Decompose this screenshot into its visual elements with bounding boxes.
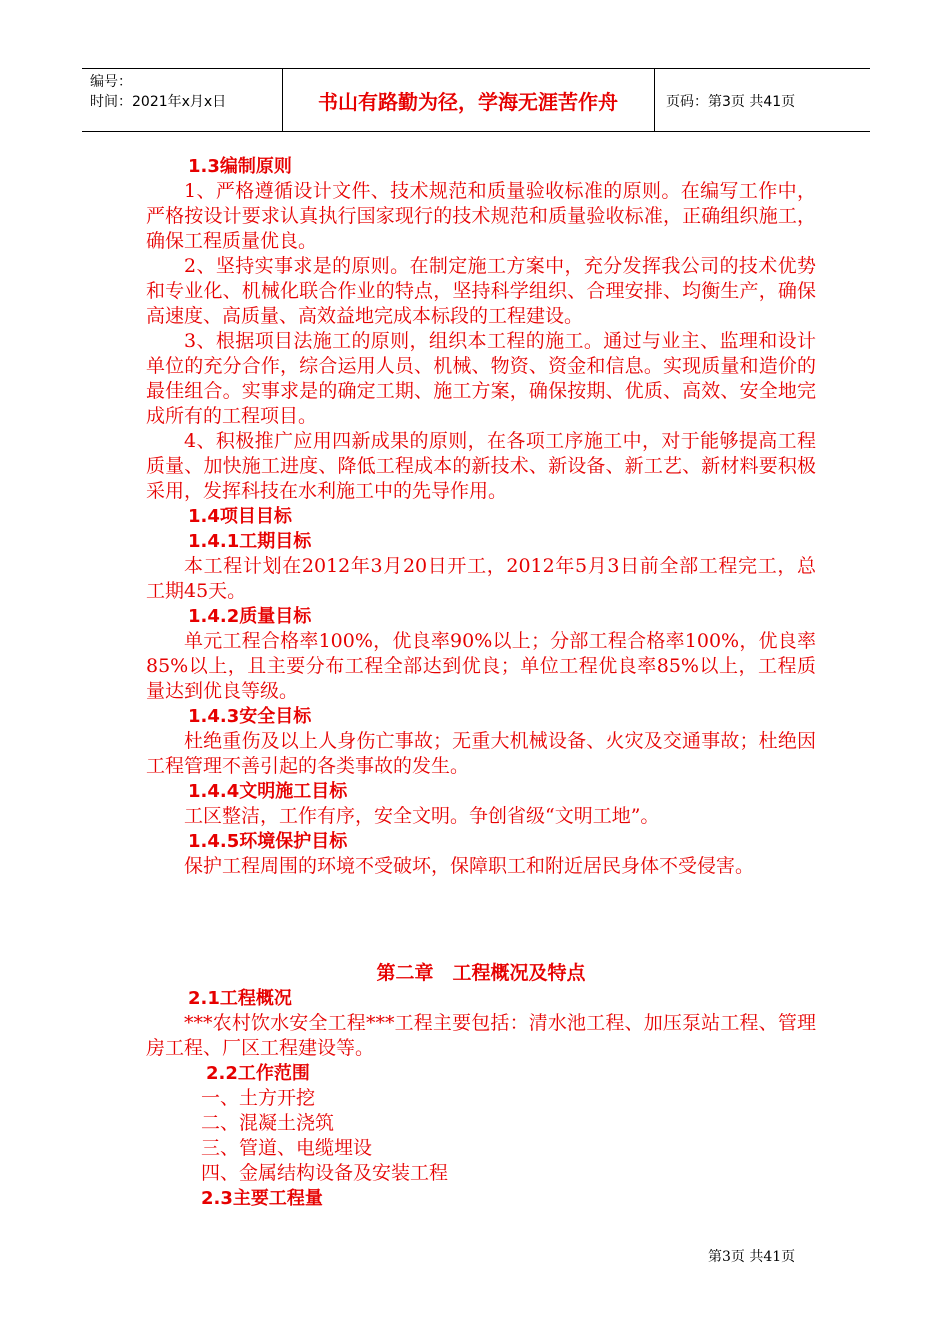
heading-2-2: 2.2工作范围 <box>206 1063 310 1084</box>
paragraph: 杜绝重伤及以上人身伤亡事故；无重大机械设备、火灾及交通事故；杜绝因工程管理不善引起的各类事故的发生。 <box>146 730 816 777</box>
heading-1-4-1: 1.4.1工期目标 <box>188 531 312 552</box>
footer-page-number: 第3页 共41页 <box>708 1249 796 1265</box>
paragraph: 3、根据项目法施工的原则，组织本工程的施工。通过与业主、监理和设计单位的充分合作，综合运用人员、机械、物资、资金和信息。实现质量和造价的最佳组合。实事求是的确定工期、施工方案，确保按期、优质、高效、安全地完成所有的工程项目。 <box>146 330 816 427</box>
heading-2-1: 2.1工程概况 <box>188 988 292 1009</box>
date-label: 时间：2021年x月x日 <box>90 94 227 110</box>
header-info-cell <box>82 69 283 131</box>
paragraph: 工区整洁，工作有序，安全文明。争创省级“文明工地”。 <box>184 805 660 827</box>
paragraph: 2、坚持实事求是的原则。在制定施工方案中，充分发挥我公司的技术优势和专业化、机械化联合作业的特点，坚持科学组织、合理安排、均衡生产，确保高速度、高质量、高效益地完成本标段的工程建设。 <box>146 255 816 327</box>
paragraph: ***农村饮水安全工程***工程主要包括：清水池工程、加压泵站工程、管理房工程、厂区工程建设等。 <box>146 1012 816 1059</box>
paragraph: 本工程计划在2012年3月20日开工，2012年5月3日前全部工程完工，总工期45天。 <box>146 555 816 602</box>
heading-2-3: 2.3主要工程量 <box>201 1188 323 1209</box>
header-motto-cell <box>282 69 655 131</box>
list-item: 三、管道、电缆埋设 <box>201 1137 373 1159</box>
paragraph: 保护工程周围的环境不受破坏，保障职工和附近居民身体不受侵害。 <box>184 855 755 877</box>
list-item: 二、混凝土浇筑 <box>201 1112 335 1134</box>
heading-1-3: 1.3编制原则 <box>188 156 292 177</box>
heading-1-4-3: 1.4.3安全目标 <box>188 706 312 727</box>
doc-number-label: 编号： <box>90 74 132 90</box>
paragraph: 单元工程合格率100%，优良率90%以上；分部工程合格率100%，优良率85%以上，且主要分布工程全部达到优良；单位工程优良率85%以上，工程质量达到优良等级。 <box>146 630 816 702</box>
paragraph: 1、严格遵循设计文件、技术规范和质量验收标准的原则。在编写工作中，严格按设计要求认真执行国家现行的技术规范和质量验收标准，正确组织施工，确保工程质量优良。 <box>146 180 816 252</box>
list-item: 四、金属结构设备及安装工程 <box>201 1162 449 1184</box>
header-page-cell <box>654 69 870 131</box>
heading-1-4-4: 1.4.4文明施工目标 <box>188 781 348 802</box>
heading-1-4: 1.4项目目标 <box>188 506 292 527</box>
header-page-number: 页码：第3页 共41页 <box>666 94 796 110</box>
spacer <box>146 879 816 961</box>
chapter-title: 第二章 工程概况及特点 <box>376 962 586 984</box>
document-body <box>146 154 816 1211</box>
header-motto: 书山有路勤为径，学海无涯苦作舟 <box>318 90 618 114</box>
list-item: 一、土方开挖 <box>201 1087 316 1109</box>
page-header <box>82 68 870 132</box>
heading-1-4-5: 1.4.5环境保护目标 <box>188 831 348 852</box>
heading-1-4-2: 1.4.2质量目标 <box>188 606 312 627</box>
paragraph: 4、积极推广应用四新成果的原则，在各项工序施工中，对于能够提高工程质量、加快施工进度、降低工程成本的新技术、新设备、新工艺、新材料要积极采用，发挥科技在水利施工中的先导作用。 <box>146 430 816 502</box>
